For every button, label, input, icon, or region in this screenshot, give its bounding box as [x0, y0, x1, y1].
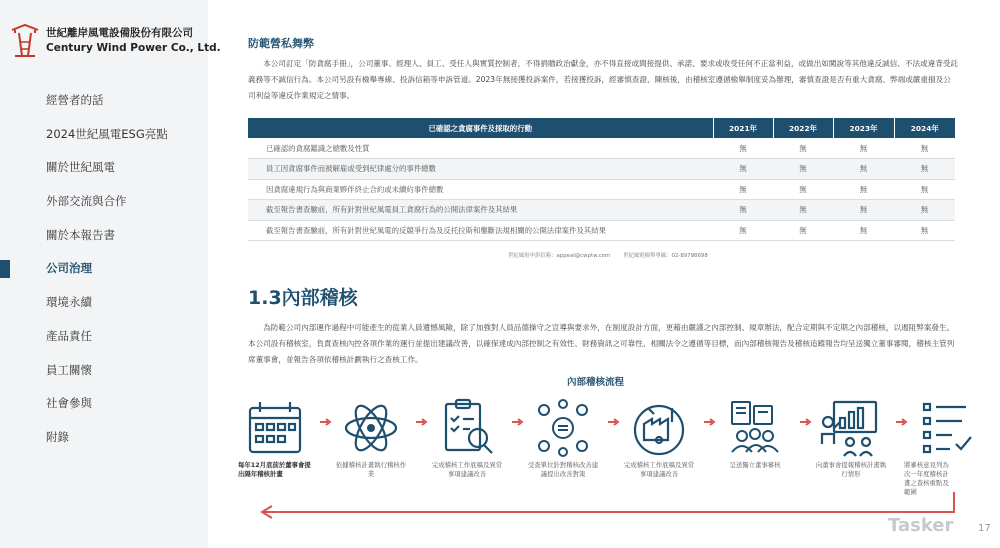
factory-tools-icon: [628, 398, 690, 458]
arrow-right-icon: [896, 418, 908, 426]
arrow-right-icon: [512, 418, 524, 426]
sidebar-item-appendix[interactable]: 附錄: [46, 429, 69, 444]
presentation-icon: [820, 398, 882, 458]
checklist-search-icon: [436, 398, 498, 458]
table-cell: 無: [833, 138, 894, 159]
sidebar-item-corporate-governance[interactable]: 公司治理: [0, 252, 208, 286]
flow-step-label: 完成稽核工作底稿及異常事項建議改善: [623, 461, 695, 478]
flow-step-label: 受查單位針對稽核改善建議提出改善對策: [527, 461, 599, 478]
table-cell: 無: [833, 220, 894, 241]
sidebar-item-environment[interactable]: 環境永續: [46, 295, 92, 310]
table-cell-desc: 員工因貪腐事件而被解雇或受到紀律處分的事件總數: [248, 159, 713, 180]
table-cell: 無: [773, 138, 833, 159]
table-header-action: 已確認之貪腐事件及採取的行動: [248, 118, 713, 138]
sidebar-item-employee-care[interactable]: 員工關懷: [46, 362, 92, 377]
table-cell: 無: [773, 220, 833, 241]
internal-audit-paragraph: 為防範公司內部運作過程中可能產生的從業人員遺憾風險，除了加強對人員品德操守之宣導與要求外，在制度設計方面，更藉由嚴謹之內部控制、規章辦法，配合定期與不定期之內部稽核，以遏阻弊案發生。本公司設有稽核室，負責查核內控各項作業的運行並提出建議改善，以確保達成內部控制之有效性、財務資訊之可靠性、相關法令之遵循等目標，而內部稽核報告及稽核追蹤報告均呈送獨立董事審閱，稽核主管列席董事會，並報告各項依稽核計劃執行之查核工作。: [248, 323, 955, 364]
watermark-text: Tasker: [888, 515, 954, 536]
sidebar-item-about-company[interactable]: 關於世紀風電: [46, 160, 115, 175]
table-header-year: 2023年: [833, 118, 894, 138]
table-cell: 無: [713, 220, 773, 241]
flow-step-label: 將審核意見列為次一年度稽核計畫之查核重點及範圍: [904, 461, 949, 496]
table-row: [248, 200, 955, 221]
arrow-right-icon: [704, 418, 716, 426]
table-cell: 無: [713, 138, 773, 159]
table-cell: 無: [713, 159, 773, 180]
table-cell: 無: [773, 179, 833, 200]
anti-fraud-paragraph: 本公司訂定「防貪腐手冊」，公司董事、經理人、員工、受任人與實質控制者，不得捐贈政治獻金，亦不得直接或間接提供、承諾、要求或收受任何不正當利益，或做出如闖說等其他違反誠信、不法或違背受託義務等不誠信行為。本公司另設有檢舉專線、投訴信箱等申訴管道。2023年無接獲投訴案件，若接獲投訴，經審慎查證、陳核後，由稽核室遵循檢舉制度妥為辦理，審慎查證是否有重大貪腐、弊端或嚴重損及公司利益等違反作業規定之情事。: [248, 59, 959, 100]
team-discussion-icon: [532, 398, 594, 458]
list-checklist-icon: [916, 398, 978, 458]
wind-tower-icon: [10, 22, 40, 60]
flow-step-label: 完成稽核工作底稿及異常事項建議改善: [431, 461, 503, 478]
table-cell: 無: [894, 138, 955, 159]
table-cell: 無: [894, 159, 955, 180]
table-header-year: 2024年: [894, 118, 955, 138]
table-cell-desc: 因貪腐違規行為與商業夥伴終止合約或未續約事件總數: [248, 179, 713, 200]
company-logo[interactable]: [10, 22, 221, 66]
table-cell: 無: [894, 179, 955, 200]
flow-step-label: 向董事會提報稽核計畫執行情形: [815, 461, 887, 478]
calendar-icon: [244, 398, 306, 458]
section-title: 防範營私舞弊: [248, 37, 314, 50]
sidebar-item-about-report[interactable]: 關於本報告書: [46, 227, 115, 242]
sidebar-item-ceo-message[interactable]: 經營者的話: [46, 93, 104, 107]
table-cell: 無: [773, 200, 833, 221]
sidebar-item-esg-highlights[interactable]: 2024世紀風電ESG亮點: [46, 126, 168, 141]
table-cell: 無: [713, 200, 773, 221]
atom-icon: [340, 398, 402, 458]
table-cell: 無: [833, 179, 894, 200]
company-name-en: Century Wind Power Co., Ltd.: [46, 42, 221, 54]
table-header-year: 2022年: [773, 118, 833, 138]
internal-audit-heading: 1.3內部稽核: [248, 287, 358, 309]
appeal-email[interactable]: 世紀風電申訴信箱：appeal@cwptw.com: [508, 253, 611, 259]
company-name-cn: 世紀離岸風電設備股份有限公司: [46, 27, 193, 39]
arrow-right-icon: [800, 418, 812, 426]
arrow-right-icon: [320, 418, 332, 426]
table-cell-desc: 截至報告書查驗前，所有針對世紀風電員工貪腐行為的公開法律案件及其結果: [248, 200, 713, 221]
arrow-right-icon: [416, 418, 428, 426]
table-cell-desc: 已確認的貪腐鑑識之總數及性質: [248, 138, 713, 159]
flow-step-label: 依據稽核計畫執行稽核作業: [335, 461, 407, 478]
table-row: [248, 138, 955, 159]
sidebar: [0, 0, 221, 548]
page-number: 17: [978, 523, 991, 534]
table-row: [248, 159, 955, 180]
table-cell: 無: [894, 220, 955, 241]
table-cell: 無: [773, 159, 833, 180]
table-cell-desc: 截至報告書查驗前，所有針對世紀風電的反競爭行為及反托拉斯和壟斷法規相關的公開法律案件及其結果: [248, 220, 713, 241]
return-loop-arrow-icon: [254, 490, 966, 520]
table-cell: 無: [833, 200, 894, 221]
main-content: [208, 0, 1000, 548]
corruption-events-table: [248, 118, 955, 241]
table-header-row: [248, 118, 955, 138]
sidebar-item-product-responsibility[interactable]: 產品責任: [46, 328, 92, 343]
table-header-year: 2021年: [713, 118, 773, 138]
sidebar-item-social-participation[interactable]: 社會參與: [46, 396, 92, 411]
sidebar-nav: [0, 84, 208, 455]
report-hotline: 世紀風電檢舉專線：02-89798698: [623, 253, 708, 259]
table-row: [248, 220, 955, 241]
sidebar-item-external-cooperation[interactable]: 外部交流與合作: [46, 194, 127, 209]
table-cell: 無: [833, 159, 894, 180]
flow-step-label: 呈送獨立董事審核: [729, 461, 781, 469]
table-cell: 無: [894, 200, 955, 221]
audit-flow-title: 內部稽核流程: [567, 377, 625, 388]
board-documents-icon: [724, 398, 786, 458]
table-row: [248, 179, 955, 200]
arrow-right-icon: [608, 418, 620, 426]
table-cell: 無: [713, 179, 773, 200]
flow-step-label: 每年12月底前於董事會提出隔年稽核計畫: [238, 461, 311, 478]
